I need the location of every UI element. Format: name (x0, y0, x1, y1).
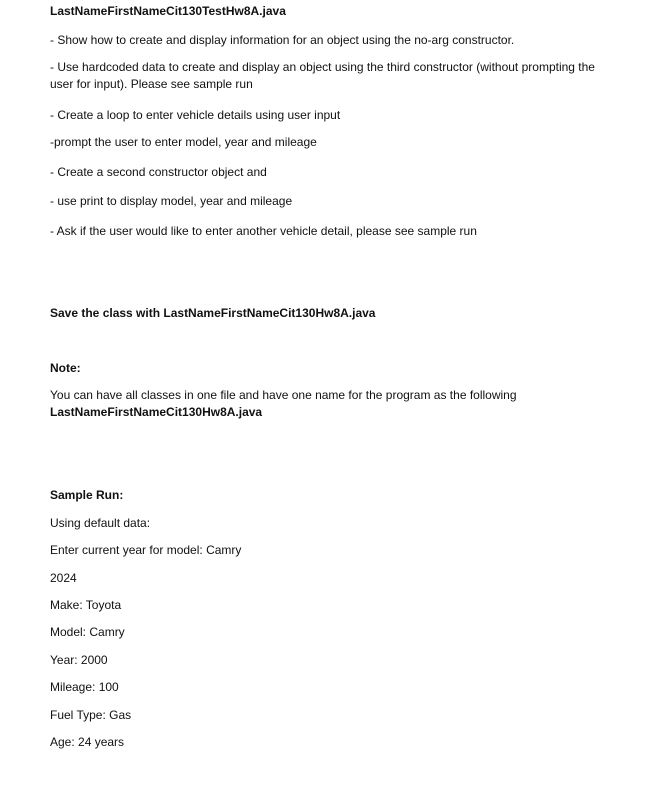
bullet-third-constructor: - Use hardcoded data to create and display an object using the third constructor (without prompting the user for input). Please see sample run (50, 60, 595, 91)
bullet-use-print: - use print to display model, year and mileage (50, 194, 293, 208)
bullet-create-loop: - Create a loop to enter vehicle details using user input (50, 108, 341, 122)
sample-run-line: Fuel Type: Gas (50, 708, 132, 722)
document-title: LastNameFirstNameCit130TestHw8A.java (50, 4, 286, 18)
bullet-ask-another: - Ask if the user would like to enter another vehicle detail, please see sample run (50, 224, 477, 238)
sample-run-line: Mileage: 100 (50, 680, 119, 694)
sample-run-line: 2024 (50, 571, 77, 585)
bullet-second-constructor: - Create a second constructor object and (50, 165, 267, 179)
note-filename: LastNameFirstNameCit130Hw8A.java (50, 405, 263, 419)
sample-run-line: Year: 2000 (50, 653, 108, 667)
sample-run-line: Model: Camry (50, 625, 125, 639)
sample-run-line: Age: 24 years (50, 735, 125, 749)
note-heading: Note: (50, 361, 81, 375)
sample-run-line: Enter current year for model: Camry (50, 543, 242, 557)
sample-run-line: Using default data: (50, 516, 151, 530)
bullet-no-arg-constructor: - Show how to create and display information for an object using the no-arg constructor. (50, 33, 515, 47)
bullet-prompt-user: -prompt the user to enter model, year and mileage (50, 135, 317, 149)
sample-run-heading: Sample Run: (50, 488, 124, 502)
note-text: You can have all classes in one file and have one name for the program as the following (50, 388, 517, 402)
save-instruction: Save the class with LastNameFirstNameCit130Hw8A.java (50, 306, 376, 320)
sample-run-line: Make: Toyota (50, 598, 122, 612)
